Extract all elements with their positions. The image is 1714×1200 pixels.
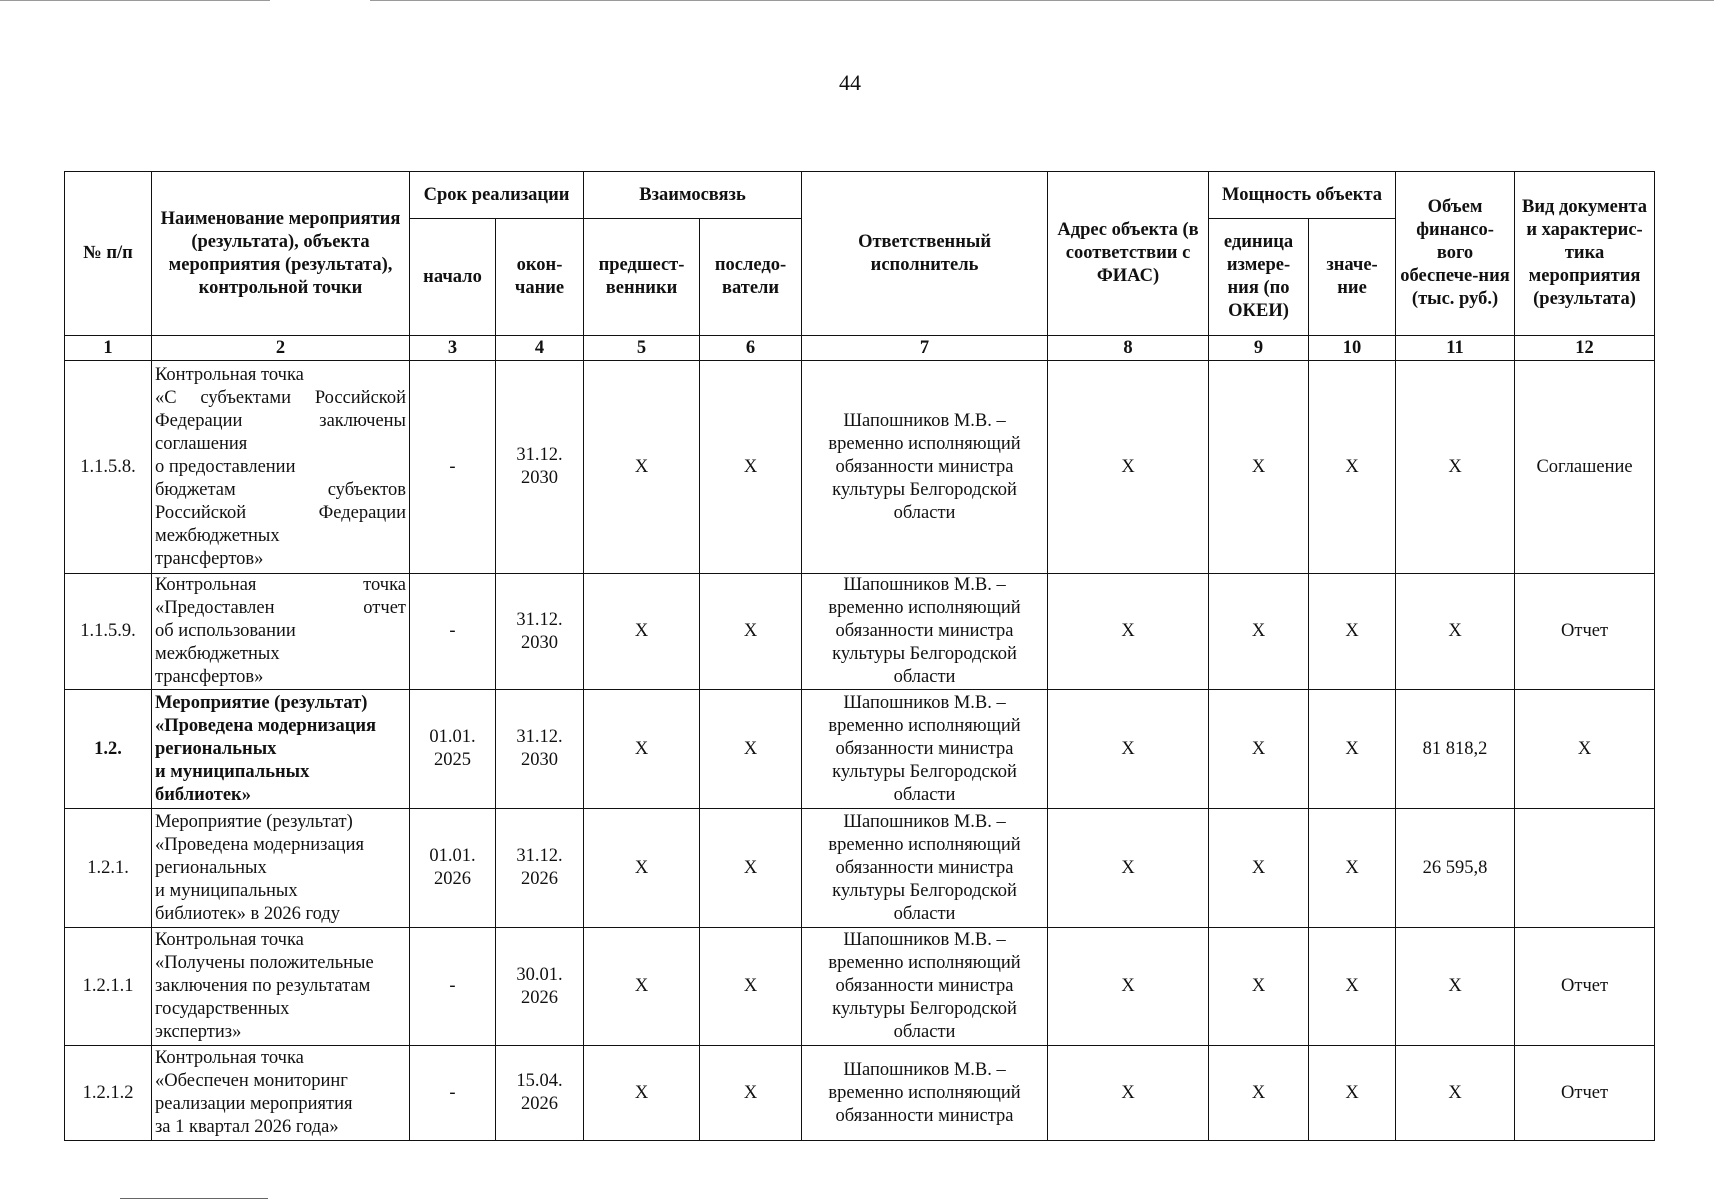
page-number: 44 — [839, 70, 861, 95]
table-row — [65, 809, 1655, 928]
row-name-line: межбюджетных — [155, 525, 280, 546]
row-executor: Шапошников М.В. – временно исполняющий обязанности министра культуры Белгородской области — [802, 361, 1048, 574]
row-executor: Шапошников М.В. – временно исполняющий обязанности министра культуры Белгородской области — [802, 690, 1048, 809]
row-name-line: региональных — [155, 857, 267, 878]
row-unit: X — [1209, 690, 1309, 809]
row-name-line: и муниципальных — [155, 761, 310, 782]
plan-table — [64, 171, 1655, 1141]
column-number: 10 — [1309, 336, 1396, 361]
row-end: 31.12. 2030 — [496, 361, 584, 574]
column-number: 3 — [410, 336, 496, 361]
row-doc-type: Отчет — [1515, 928, 1655, 1046]
row-name-line: реализации мероприятия — [155, 1094, 353, 1114]
row-name-line: государственных — [155, 999, 290, 1019]
row-unit: X — [1209, 1046, 1309, 1141]
column-number: 11 — [1396, 336, 1515, 361]
row-successors: X — [700, 690, 802, 809]
row-name — [152, 361, 410, 574]
row-address: X — [1048, 574, 1209, 690]
row-start: - — [410, 574, 496, 690]
row-executor: Шапошников М.В. – временно исполняющий обязанности министра — [802, 1046, 1048, 1141]
row-name — [152, 690, 410, 809]
row-name-line: трансфертов» — [155, 548, 264, 569]
row-name — [152, 1046, 410, 1141]
column-number: 7 — [802, 336, 1048, 361]
row-predecessors: X — [584, 809, 700, 928]
row-name-line: Контрольная точка — [155, 575, 406, 595]
row-predecessors: X — [584, 690, 700, 809]
row-unit: X — [1209, 574, 1309, 690]
row-value: X — [1309, 1046, 1396, 1141]
row-name — [152, 574, 410, 690]
row-successors: X — [700, 361, 802, 574]
row-name-line: «Обеспечен мониторинг — [155, 1071, 348, 1091]
row-start: - — [410, 361, 496, 574]
row-unit: X — [1209, 361, 1309, 574]
row-successors: X — [700, 574, 802, 690]
row-address: X — [1048, 690, 1209, 809]
row-finance: X — [1396, 1046, 1515, 1141]
row-name-line: трансфертов» — [155, 667, 264, 687]
row-finance: X — [1396, 574, 1515, 690]
header-value: значе-ние — [1309, 219, 1396, 336]
row-start: 01.01. 2026 — [410, 809, 496, 928]
row-end: 31.12. 2030 — [496, 574, 584, 690]
row-value: X — [1309, 690, 1396, 809]
row-doc-type: Отчет — [1515, 1046, 1655, 1141]
row-name-line: Мероприятие (результат) — [155, 811, 353, 832]
row-number: 1.2. — [65, 690, 152, 809]
column-number: 2 — [152, 336, 410, 361]
row-value: X — [1309, 361, 1396, 574]
footnote-rule — [120, 1198, 268, 1199]
row-name-line: «Проведена модернизация — [155, 715, 377, 736]
row-name — [152, 809, 410, 928]
row-finance: 81 818,2 — [1396, 690, 1515, 809]
header-num: № п/п — [65, 172, 152, 336]
row-end: 31.12. 2030 — [496, 690, 584, 809]
row-name-line: за 1 квартал 2026 года» — [155, 1117, 339, 1137]
row-finance: X — [1396, 361, 1515, 574]
row-name-line: и муниципальных — [155, 880, 298, 901]
row-name-line: бюджетам субъектов — [155, 479, 406, 500]
row-name-line: «Предоставлен отчет — [155, 598, 406, 618]
row-number: 1.2.1.2 — [65, 1046, 152, 1141]
header-capacity: Мощность объекта — [1209, 172, 1396, 219]
row-start: 01.01. 2025 — [410, 690, 496, 809]
row-name-line: Мероприятие (результат) — [155, 692, 368, 713]
row-successors: X — [700, 809, 802, 928]
row-executor: Шапошников М.В. – временно исполняющий обязанности министра культуры Белгородской области — [802, 809, 1048, 928]
row-name — [152, 928, 410, 1046]
header-successors: последо-ватели — [700, 219, 802, 336]
row-number: 1.1.5.8. — [65, 361, 152, 574]
header-row-1 — [65, 172, 1655, 219]
row-unit: X — [1209, 928, 1309, 1046]
header-term-end: окон-чание — [496, 219, 584, 336]
row-name-line: «Проведена модернизация — [155, 834, 364, 855]
row-finance: 26 595,8 — [1396, 809, 1515, 928]
row-name-line: Контрольная точка — [155, 1048, 304, 1068]
row-name-line: Российской Федерации — [155, 502, 406, 523]
row-name-line: заключения по результатам — [155, 976, 371, 996]
row-name-line: библиотек» в 2026 году — [155, 903, 341, 924]
row-start: - — [410, 1046, 496, 1141]
header-name: Наименование мероприятия (результата), объекта мероприятия (результата), контрольной точки — [152, 172, 410, 336]
header-unit: единица измере-ния (по ОКЕИ) — [1209, 219, 1309, 336]
row-value: X — [1309, 928, 1396, 1046]
row-finance: X — [1396, 928, 1515, 1046]
row-doc-type: X — [1515, 690, 1655, 809]
row-successors: X — [700, 1046, 802, 1141]
row-name-line: «С субъектами Российской — [155, 387, 406, 408]
header-term-start: начало — [410, 219, 496, 336]
row-predecessors: X — [584, 574, 700, 690]
top-rule-left — [0, 0, 270, 1]
table-row — [65, 928, 1655, 1046]
row-end: 15.04. 2026 — [496, 1046, 584, 1141]
column-number: 6 — [700, 336, 802, 361]
row-name-line: о предоставлении — [155, 456, 296, 477]
row-executor: Шапошников М.В. – временно исполняющий обязанности министра культуры Белгородской области — [802, 574, 1048, 690]
table-row — [65, 574, 1655, 690]
row-name-line: об использовании — [155, 621, 296, 641]
row-name-line: Контрольная точка — [155, 364, 304, 385]
column-number: 8 — [1048, 336, 1209, 361]
column-number: 9 — [1209, 336, 1309, 361]
table-row — [65, 361, 1655, 574]
row-end: 30.01. 2026 — [496, 928, 584, 1046]
row-predecessors: X — [584, 1046, 700, 1141]
row-name-line: библиотек» — [155, 784, 251, 805]
row-address: X — [1048, 928, 1209, 1046]
row-value: X — [1309, 574, 1396, 690]
row-start: - — [410, 928, 496, 1046]
row-doc-type: Отчет — [1515, 574, 1655, 690]
row-successors: X — [700, 928, 802, 1046]
top-rule-right — [370, 0, 1714, 1]
row-value: X — [1309, 809, 1396, 928]
column-number-row — [65, 336, 1655, 361]
row-name-line: Контрольная точка — [155, 930, 304, 950]
row-number: 1.1.5.9. — [65, 574, 152, 690]
row-number: 1.2.1. — [65, 809, 152, 928]
header-term: Срок реализации — [410, 172, 584, 219]
header-predecessors: предшест-венники — [584, 219, 700, 336]
column-number: 1 — [65, 336, 152, 361]
column-number: 4 — [496, 336, 584, 361]
column-number: 12 — [1515, 336, 1655, 361]
row-doc-type — [1515, 809, 1655, 928]
table-row — [65, 690, 1655, 809]
table-row — [65, 1046, 1655, 1141]
column-number: 5 — [584, 336, 700, 361]
row-address: X — [1048, 809, 1209, 928]
row-executor: Шапошников М.В. – временно исполняющий обязанности министра культуры Белгородской области — [802, 928, 1048, 1046]
row-name-line: экспертиз» — [155, 1022, 242, 1042]
row-end: 31.12. 2026 — [496, 809, 584, 928]
row-name-line: межбюджетных — [155, 644, 280, 664]
row-name-line: соглашения — [155, 433, 248, 454]
row-name-line: Федерации заключены — [155, 410, 406, 431]
row-doc-type: Соглашение — [1515, 361, 1655, 574]
header-doc-type: Вид документа и характерис-тика мероприятия (результата) — [1515, 172, 1655, 336]
row-name-line: «Получены положительные — [155, 953, 374, 973]
header-finance: Объем финансо-вого обеспече-ния (тыс. руб.) — [1396, 172, 1515, 336]
row-address: X — [1048, 1046, 1209, 1141]
header-relation: Взаимосвязь — [584, 172, 802, 219]
row-predecessors: X — [584, 928, 700, 1046]
row-number: 1.2.1.1 — [65, 928, 152, 1046]
row-predecessors: X — [584, 361, 700, 574]
header-executor: Ответственный исполнитель — [802, 172, 1048, 336]
row-address: X — [1048, 361, 1209, 574]
row-unit: X — [1209, 809, 1309, 928]
row-name-line: региональных — [155, 738, 277, 759]
header-address: Адрес объекта (в соответствии с ФИАС) — [1048, 172, 1209, 336]
